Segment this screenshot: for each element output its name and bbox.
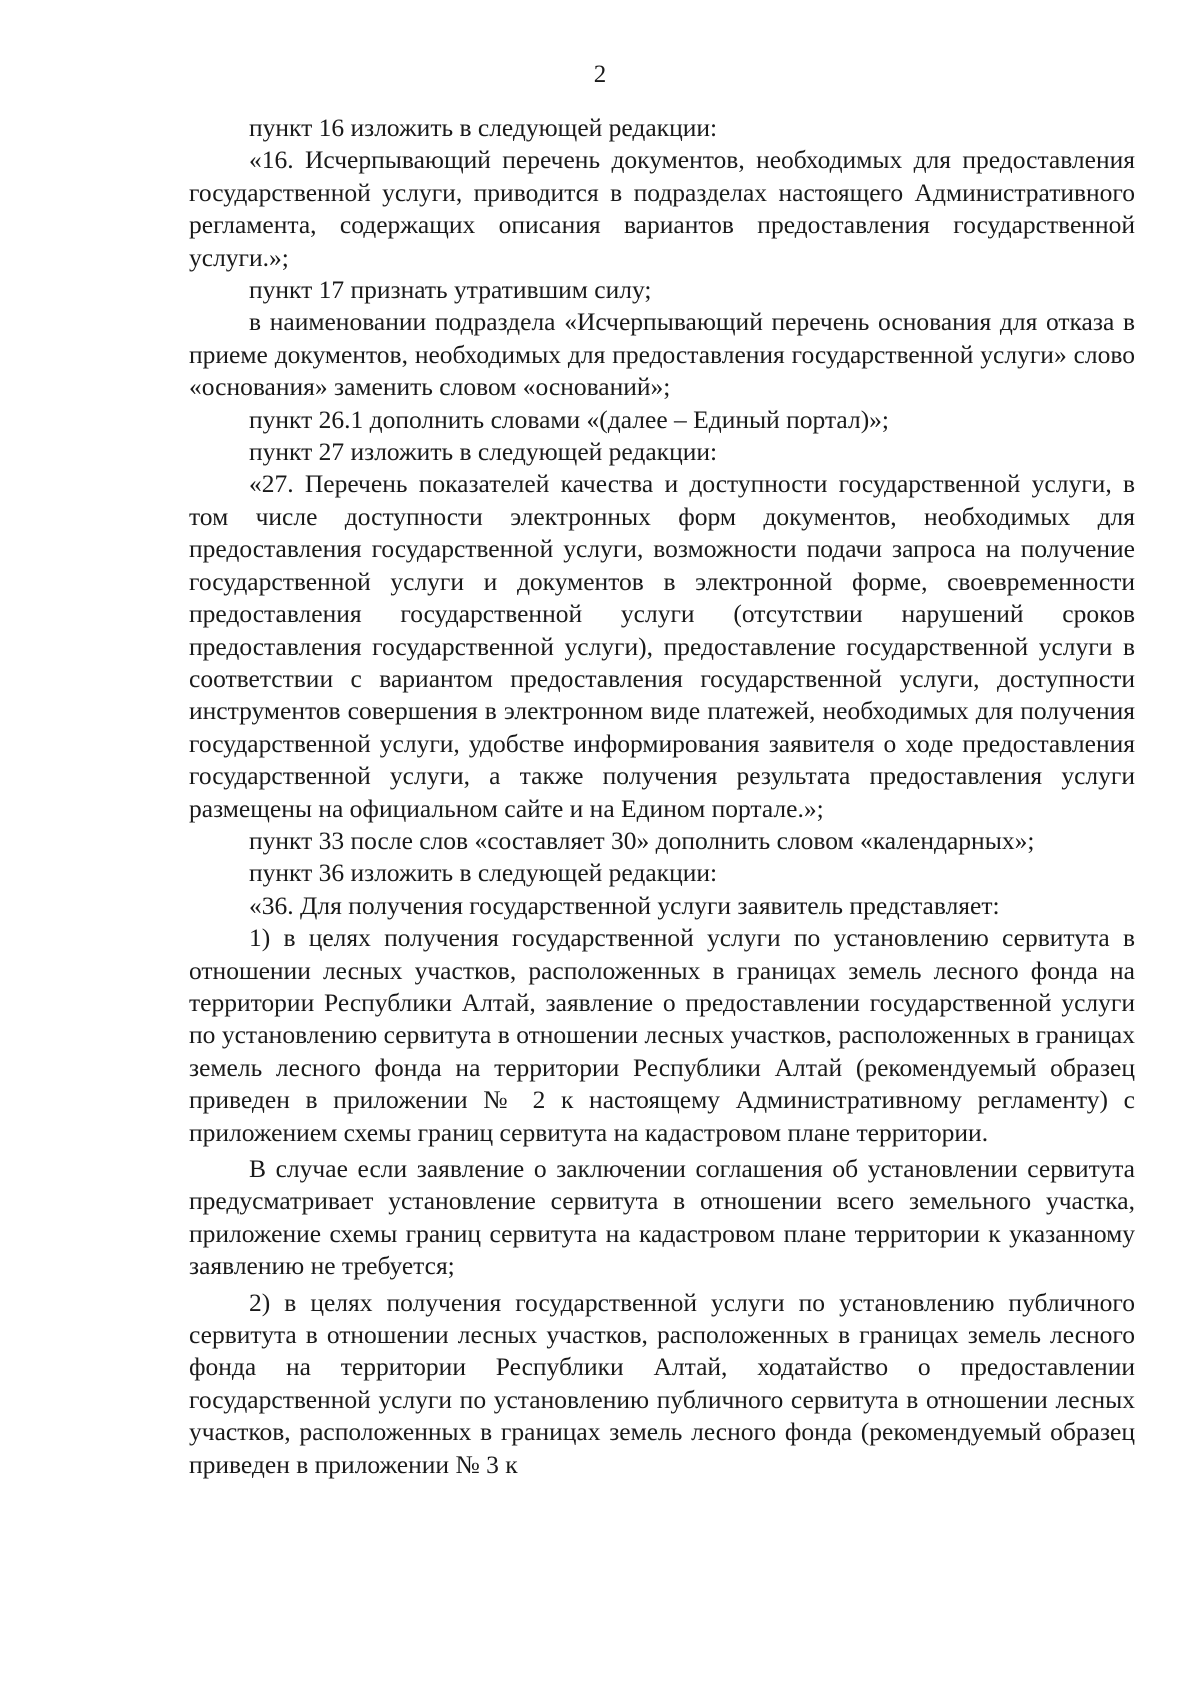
paragraph: пункт 27 изложить в следующей редакции: <box>249 437 718 467</box>
paragraph: 1) в целях получения государственной услуги по установлению сервитута в отношении лесных участков, расположенных в границах земель лесного фонда на территории Республики Алтай, заявление о предоставлении государственной услуги по установлению сервитута в отношении лесных участков, расположенных в границах земель лесного фонда на территории Республики Алтай (рекомендуемый образец приведен в приложении № 2 к настоящему Административному регламенту) с приложением схемы границ сервитута на кадастровом плане территории. <box>189 923 1135 1147</box>
paragraph: «16. Исчерпывающий перечень документов, необходимых для предоставления государственной услуги, приводится в подразделах настоящего Административного регламента, содержащих описания вариантов предоставления государственной услуги.»; <box>189 145 1135 272</box>
paragraph: 2) в целях получения государственной услуги по установлению публичного сервитута в отношении лесных участков, расположенных в границах земель лесного фонда на территории Республики Алтай, ходатайство о предоставлении государственной услуги по установлению публичного сервитута в отношении лесных участков, расположенных в границах земель лесного фонда (рекомендуемый образец приведен в приложении № 3 к <box>189 1287 1135 1479</box>
paragraph: «27. Перечень показателей качества и доступности государственной услуги, в том числе доступности электронных форм документов, необходимых для предоставления государственной услуги, возможности подачи запроса на получение государственной услуги и документов в электронной форме, своевременности предоставления государственной услуги (отсутствии нарушений сроков предоставления государственной услуги), предоставление государственной услуги в соответствии с вариантом предоставления государственной услуги, доступности инструментов совершения в электронном виде платежей, необходимых для получения государственной услуги, удобстве информирования заявителя о ходе предоставления государственной услуги, а также получения результата предоставления услуги размещены на официальном сайте и на Едином портале.»; <box>189 469 1135 823</box>
paragraph: «36. Для получения государственной услуги заявитель представляет: <box>249 890 1000 920</box>
paragraph: пункт 36 изложить в следующей редакции: <box>249 858 718 888</box>
paragraph: пункт 26.1 дополнить словами «(далее – Единый портал)»; <box>249 404 890 434</box>
paragraph: В случае если заявление о заключении соглашения об установлении сервитута предусматривает установление сервитута в отношении всего земельного участка, приложение схемы границ сервитута на кадастровом плане территории к указанному заявлению не требуется; <box>189 1154 1135 1281</box>
paragraph: пункт 17 признать утратившим силу; <box>249 275 652 305</box>
paragraph: пункт 16 изложить в следующей редакции: <box>249 113 718 142</box>
paragraph: в наименовании подраздела «Исчерпывающий перечень основания для отказа в приеме документов, необходимых для предоставления государственной услуги» слово «основания» заменить словом «оснований»; <box>189 307 1135 402</box>
paragraph: пункт 33 после слов «составляет 30» дополнить словом «календарных»; <box>249 825 1035 855</box>
document-body <box>189 112 1135 1481</box>
page-number: 2 <box>593 61 607 88</box>
